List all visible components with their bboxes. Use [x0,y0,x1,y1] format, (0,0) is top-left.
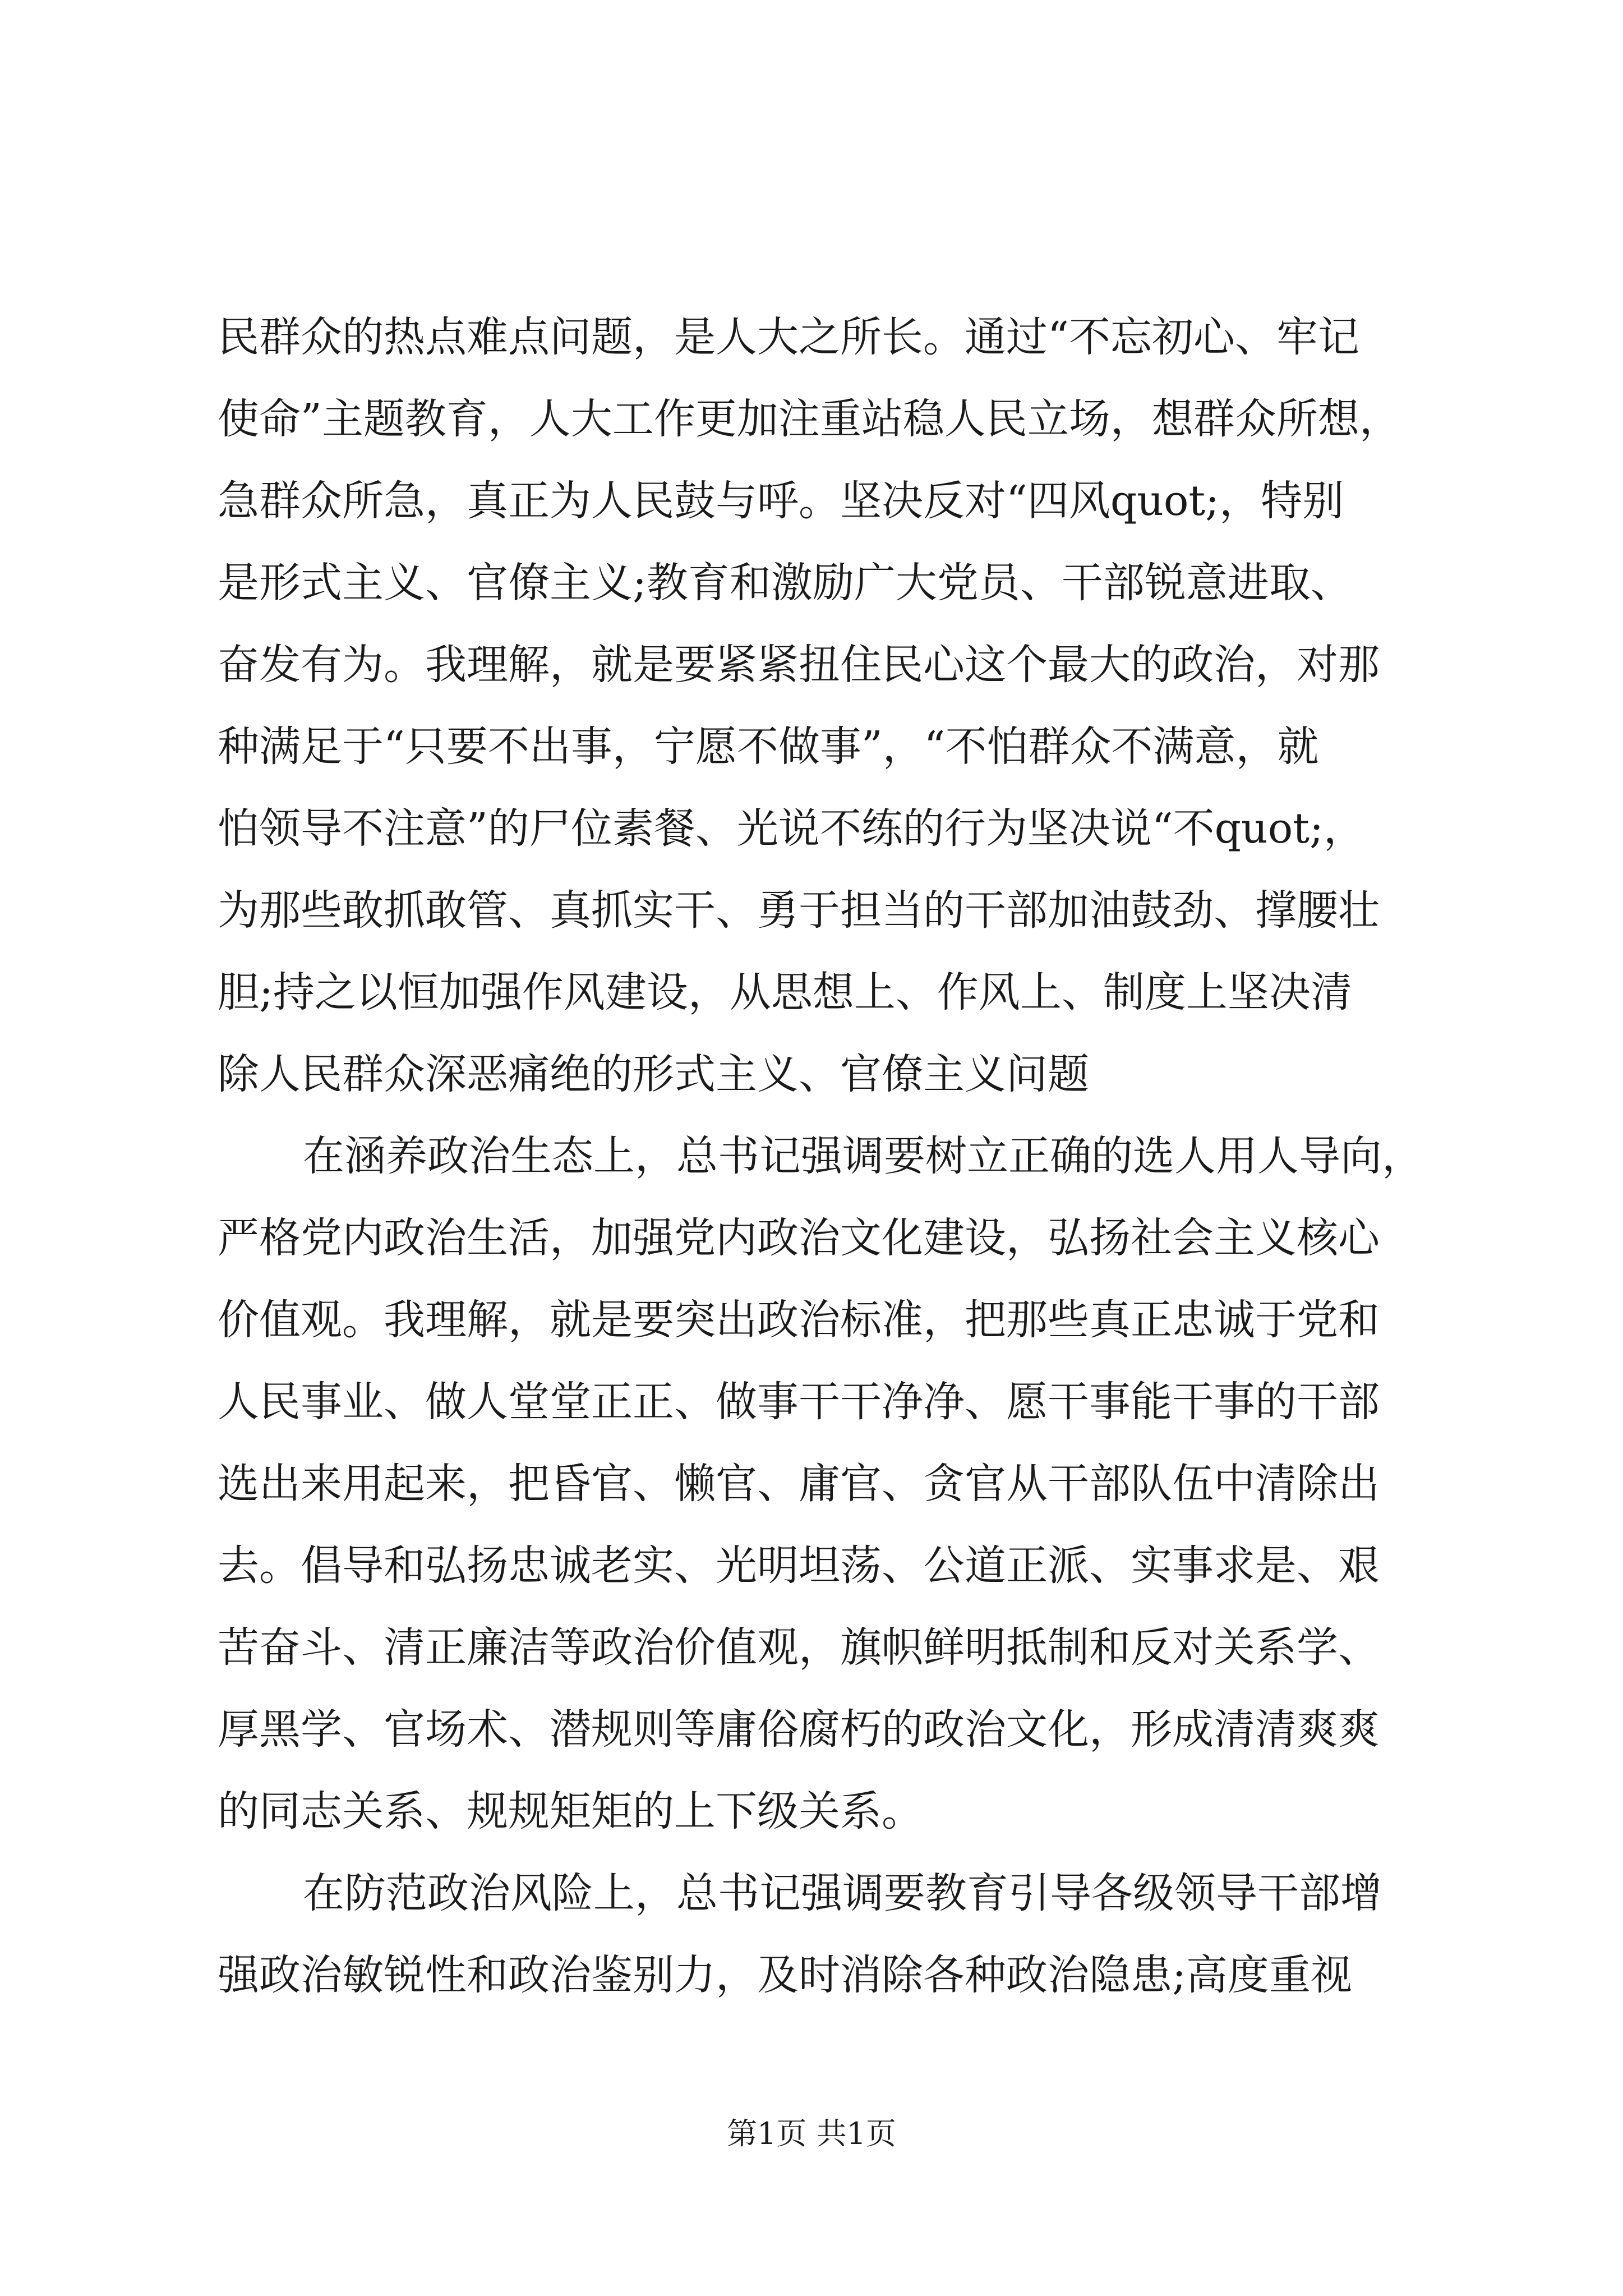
text-line: 严格党内政治生活，加强党内政治文化建设，弘扬社会主义核心 [218,1214,1380,1262]
text-line: 人民事业、做人堂堂正正、做事干干净净、愿干事能干事的干部 [218,1378,1380,1426]
text-line: 去。倡导和弘扬忠诚老实、光明坦荡、公道正派、实事求是、艰 [218,1542,1380,1590]
page-number-footer: 第1页 共1页 [727,2116,896,2151]
text-line: 奋发有为。我理解，就是要紧紧扭住民心这个最大的政治，对那 [218,641,1380,689]
text-line: 种满足于“只要不出事，宁愿不做事”，“不怕群众不满意，就 [218,723,1319,771]
text-line: 选出来用起来，把昏官、懒官、庸官、贪官从干部队伍中清除出 [218,1460,1380,1508]
text-line: 价值观。我理解，就是要突出政治标准，把那些真正忠诚于党和 [218,1296,1380,1344]
text-line: 使命”主题教育，人大工作更加注重站稳人民立场，想群众所想， [218,395,1401,443]
paragraph-first-line: 在防范政治风险上，总书记强调要教育引导各级领导干部增 [303,1869,1382,1917]
text-line: 苦奋斗、清正廉洁等政治价值观，旗帜鲜明抵制和反对关系学、 [218,1623,1380,1672]
text-line: 除人民群众深恶痛绝的形式主义、官僚主义问题 [218,1050,1089,1098]
text-line: 是形式主义、官僚主义;教育和激励广大党员、干部锐意进取、 [218,559,1352,607]
text-line: 强政治敏锐性和政治鉴别力，及时消除各种政治隐患;高度重视 [218,1951,1352,1999]
text-line: 急群众所急，真正为人民鼓与呼。坚决反对“四风quot;，特别 [218,477,1344,525]
paragraph-first-line: 在涵养政治生态上，总书记强调要树立正确的选人用人导向， [303,1132,1423,1180]
text-line: 为那些敢抓敢管、真抓实干、勇于担当的干部加油鼓劲、撑腰壮 [218,886,1380,935]
text-line: 胆;持之以恒加强作风建设，从思想上、作风上、制度上坚决清 [218,968,1352,1016]
text-line: 民群众的热点难点问题，是人大之所长。通过“不忘初心、牢记 [218,313,1359,361]
text-line: 的同志关系、规规矩矩的上下级关系。 [218,1787,923,1835]
text-line: 厚黑学、官场术、潜规则等庸俗腐朽的政治文化，形成清清爽爽 [218,1705,1380,1754]
text-line: 怕领导不注意”的尸位素餐、光说不练的行为坚决说“不quot;， [218,804,1365,853]
